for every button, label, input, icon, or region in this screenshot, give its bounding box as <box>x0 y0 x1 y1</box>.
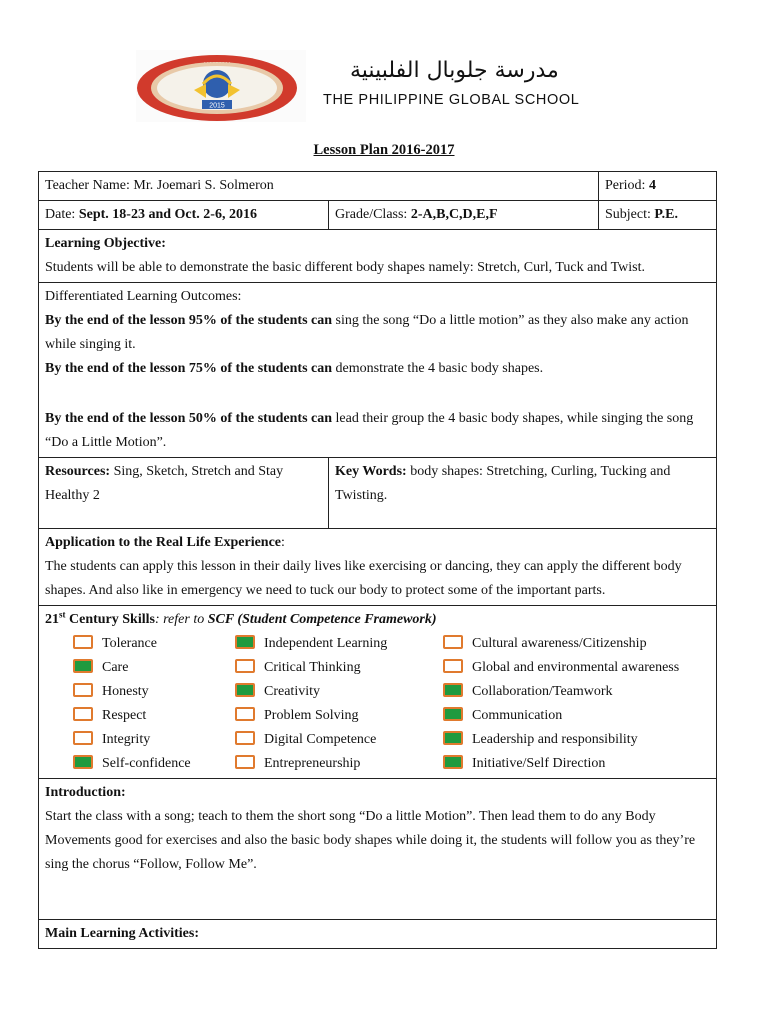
unchecked-box-icon[interactable] <box>235 659 255 673</box>
skill-label: Self-confidence <box>102 756 191 771</box>
grade-label: Grade/Class: <box>335 207 408 222</box>
skill-item <box>73 704 235 728</box>
lesson-plan-table <box>38 171 717 949</box>
teacher-label: Teacher Name: <box>45 178 130 193</box>
resources-cell <box>39 458 329 529</box>
skill-item <box>73 656 235 680</box>
unchecked-box-icon[interactable] <box>73 731 93 745</box>
objective-row <box>39 230 717 283</box>
skill-item <box>73 728 235 752</box>
outcome-50: By the end of the lesson 50% of the students can lead their group the 4 basic body shapes, while singing the song “Do a Little Motion”. <box>45 411 694 450</box>
date-label: Date: <box>45 207 76 222</box>
subject-value: P.E. <box>654 207 678 222</box>
resources-row <box>39 458 717 529</box>
skills-heading: 21st Century Skills: refer to SCF (Student Competence Framework) <box>45 609 437 627</box>
date-value: Sept. 18-23 and Oct. 2-6, 2016 <box>78 207 257 222</box>
checked-box-icon[interactable] <box>73 659 93 673</box>
subject-label: Subject: <box>605 207 651 222</box>
keywords-text: body shapes: Stretching, Curling, Tucking and Twisting. <box>335 464 671 503</box>
svg-text:2015: 2015 <box>209 102 225 110</box>
skill-item <box>443 728 743 752</box>
skill-label: Independent Learning <box>264 636 388 651</box>
period-cell <box>599 172 717 201</box>
skill-item <box>443 680 743 704</box>
outcome-95: By the end of the lesson 95% of the students can sing the song “Do a little motion” as they also make any action while singing it. <box>45 313 689 352</box>
school-name-arabic: مدرسة جلوبال الفلبينية <box>350 58 559 83</box>
checked-box-icon[interactable] <box>443 683 463 697</box>
main-activities-row <box>39 920 717 949</box>
introduction-text: Start the class with a song; teach to them the short song “Do a little Motion”. Then lead them to do any Body Movements good for exercises and also the basic body shapes while doing it, the students will follow you as they’re sing the chorus “Follow, Follow Me”. <box>45 809 696 872</box>
skill-label: Digital Competence <box>264 732 377 747</box>
skill-label: Respect <box>102 708 147 723</box>
unchecked-box-icon[interactable] <box>443 659 463 673</box>
skill-item <box>235 632 443 656</box>
unchecked-box-icon[interactable] <box>443 635 463 649</box>
introduction-label: Introduction: <box>45 785 126 800</box>
svg-text:· · · · · · · · ·: · · · · · · · · · <box>203 60 231 66</box>
keywords-cell <box>329 458 717 529</box>
document-title: Lesson Plan 2016-2017 <box>313 142 455 158</box>
unchecked-box-icon[interactable] <box>73 707 93 721</box>
grade-cell <box>329 201 599 230</box>
outcomes-cell <box>39 283 717 458</box>
skills-checklist <box>73 632 710 776</box>
objective-text: Students will be able to demonstrate the basic different body shapes namely: Stretch, Curl, Tuck and Twist. <box>45 260 646 275</box>
application-cell <box>39 529 717 606</box>
unchecked-box-icon[interactable] <box>235 731 255 745</box>
period-value: 4 <box>648 178 656 193</box>
skill-item <box>73 752 235 776</box>
unchecked-box-icon[interactable] <box>235 755 255 769</box>
skill-item <box>235 656 443 680</box>
main-activities-label: Main Learning Activities: <box>45 926 199 941</box>
skill-item <box>73 680 235 704</box>
school-name: THE PHILIPPINE GLOBAL SCHOOL <box>323 92 580 108</box>
resources-text: Sing, Sketch, Stretch and Stay Healthy 2 <box>45 464 284 503</box>
application-heading: Application to the Real Life Experience: <box>45 535 285 550</box>
checked-box-icon[interactable] <box>235 683 255 697</box>
skill-label: Tolerance <box>102 636 157 651</box>
page-header <box>0 0 768 130</box>
outcomes-row <box>39 283 717 458</box>
skill-label: Problem Solving <box>264 708 359 723</box>
skill-label: Initiative/Self Direction <box>472 756 606 771</box>
checked-box-icon[interactable] <box>443 731 463 745</box>
school-logo <box>136 50 306 122</box>
subject-cell <box>599 201 717 230</box>
date-cell <box>39 201 329 230</box>
skill-label: Integrity <box>102 732 151 747</box>
keywords-label: Key Words: <box>335 464 407 479</box>
objective-label: Learning Objective: <box>45 236 166 251</box>
unchecked-box-icon[interactable] <box>73 635 93 649</box>
skill-label: Global and environmental awareness <box>472 660 680 675</box>
skill-item <box>235 680 443 704</box>
skill-label: Care <box>102 660 129 675</box>
introduction-cell <box>39 779 717 920</box>
checked-box-icon[interactable] <box>443 707 463 721</box>
skill-item <box>443 656 743 680</box>
outcome-75: By the end of the lesson 75% of the students can demonstrate the 4 basic body shapes. <box>45 361 544 376</box>
skill-item <box>73 632 235 656</box>
outcomes-label: Differentiated Learning Outcomes: <box>45 289 242 304</box>
skill-label: Critical Thinking <box>264 660 361 675</box>
resources-label: Resources: <box>45 464 111 479</box>
unchecked-box-icon[interactable] <box>73 683 93 697</box>
skill-label: Honesty <box>102 684 149 699</box>
skill-label: Cultural awareness/Citizenship <box>472 636 647 651</box>
teacher-cell <box>39 172 599 201</box>
skills-row <box>39 606 717 779</box>
skill-label: Entrepreneurship <box>264 756 361 771</box>
checked-box-icon[interactable] <box>73 755 93 769</box>
skill-item <box>235 728 443 752</box>
skill-item <box>443 632 743 656</box>
objective-cell <box>39 230 717 283</box>
skill-label: Creativity <box>264 684 320 699</box>
skill-label: Collaboration/Teamwork <box>472 684 613 699</box>
unchecked-box-icon[interactable] <box>235 707 255 721</box>
checked-box-icon[interactable] <box>443 755 463 769</box>
introduction-row <box>39 779 717 920</box>
application-row <box>39 529 717 606</box>
skills-cell <box>39 606 717 779</box>
checked-box-icon[interactable] <box>235 635 255 649</box>
skill-item <box>443 704 743 728</box>
date-row <box>39 201 717 230</box>
period-label: Period: <box>605 178 646 193</box>
main-activities-cell <box>39 920 717 949</box>
skill-label: Communication <box>472 708 563 723</box>
application-text: The students can apply this lesson in their daily lives like exercising or dancing, they can apply the different body shapes. And also like in emergency we need to tuck our body to protect some of the important parts. <box>45 559 682 598</box>
skill-label: Leadership and responsibility <box>472 732 638 747</box>
teacher-row <box>39 172 717 201</box>
skill-item <box>235 752 443 776</box>
skill-item <box>235 704 443 728</box>
grade-value: 2-A,B,C,D,E,F <box>410 207 498 222</box>
skill-item <box>443 752 743 776</box>
teacher-value: Mr. Joemari S. Solmeron <box>133 178 274 193</box>
